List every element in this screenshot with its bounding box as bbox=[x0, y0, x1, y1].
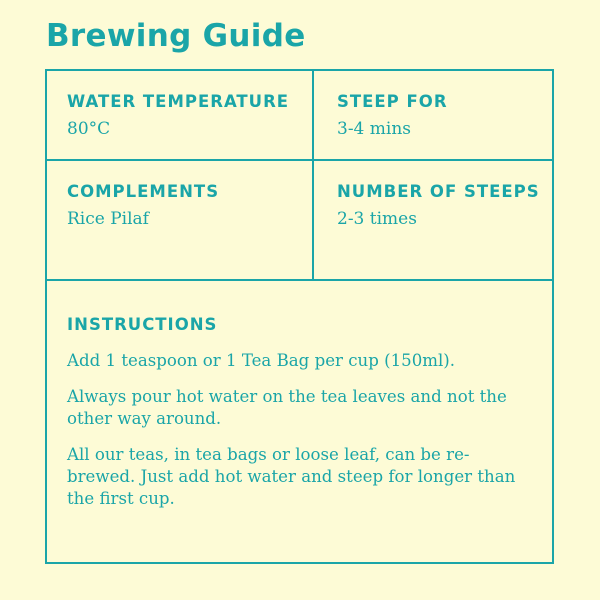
complements-label: COMPLEMENTS bbox=[67, 182, 220, 201]
number-of-steeps-value: 2-3 times bbox=[337, 209, 417, 229]
number-of-steeps-label: NUMBER OF STEEPS bbox=[337, 182, 540, 201]
instruction-paragraph: Add 1 teaspoon or 1 Tea Bag per cup (150ml). bbox=[67, 351, 456, 370]
water-temperature-label: WATER TEMPERATURE bbox=[67, 92, 290, 111]
instruction-paragraph: All our teas, in tea bags or loose leaf, can be re-brewed. Just add hot water and steep for longer than the first cup. bbox=[67, 445, 516, 508]
page-title: Brewing Guide bbox=[46, 18, 306, 54]
row-divider-bottom bbox=[47, 279, 552, 281]
complements-cell bbox=[67, 182, 219, 229]
complements-value: Rice Pilaf bbox=[67, 209, 149, 229]
steep-for-value: 3-4 mins bbox=[337, 119, 412, 139]
steep-for-cell bbox=[337, 92, 448, 139]
brewing-guide-table bbox=[45, 69, 554, 564]
row-divider-top bbox=[47, 159, 552, 161]
steep-for-label: STEEP FOR bbox=[337, 92, 448, 111]
number-of-steeps-cell bbox=[337, 182, 540, 229]
instructions-label: INSTRUCTIONS bbox=[67, 315, 218, 334]
water-temperature-value: 80°C bbox=[67, 119, 111, 139]
instructions-section bbox=[67, 315, 527, 510]
column-divider bbox=[312, 71, 314, 281]
instruction-paragraph: Always pour hot water on the tea leaves and not the other way around. bbox=[67, 387, 507, 428]
water-temperature-cell bbox=[67, 92, 289, 139]
